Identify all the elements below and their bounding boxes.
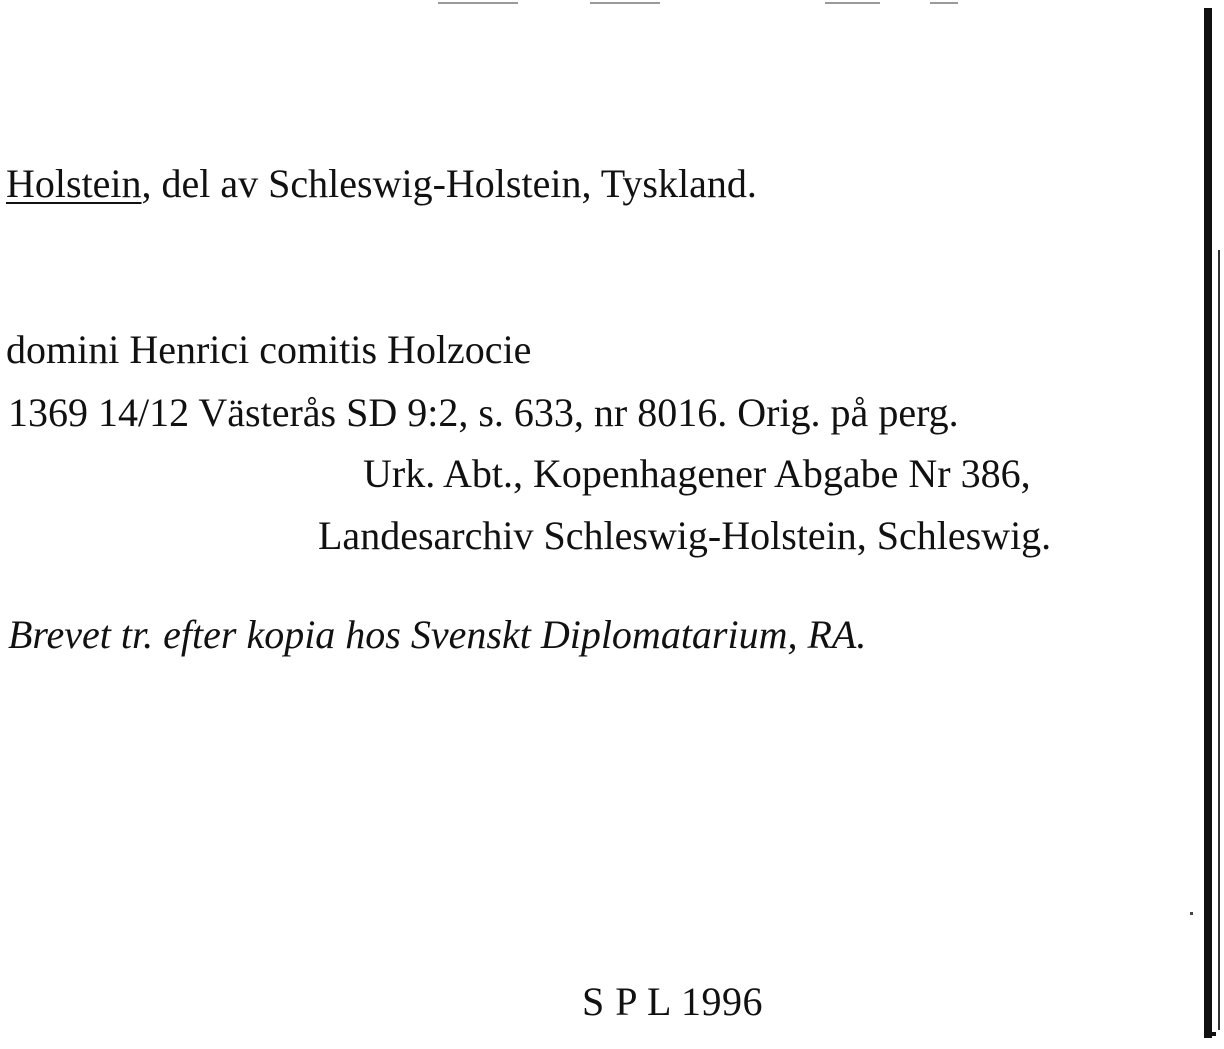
scan-speck [1190, 912, 1193, 915]
print-note: Brevet tr. efter kopia hos Svenskt Diplomatarium, RA. [8, 612, 867, 657]
right-border-rule [1204, 8, 1212, 1038]
entry-heading [6, 161, 757, 206]
signature: S P L 1996 [582, 979, 763, 1024]
place-name: Holstein [6, 161, 142, 206]
quote-line: domini Henrici comitis Holzocie [6, 327, 532, 372]
source-line: Landesarchiv Schleswig-Holstein, Schleswig. [318, 513, 1052, 558]
place-description: , del av Schleswig-Holstein, Tyskland. [141, 161, 757, 206]
source-line: 1369 14/12 Västerås SD 9:2, s. 633, nr 8016. Orig. på perg. [8, 390, 959, 435]
scan-artifact-dashes [430, 0, 970, 6]
scan-speck [1212, 1032, 1216, 1036]
right-border-thin-rule [1218, 250, 1220, 1030]
source-line: Urk. Abt., Kopenhagener Abgabe Nr 386, [363, 451, 1031, 496]
